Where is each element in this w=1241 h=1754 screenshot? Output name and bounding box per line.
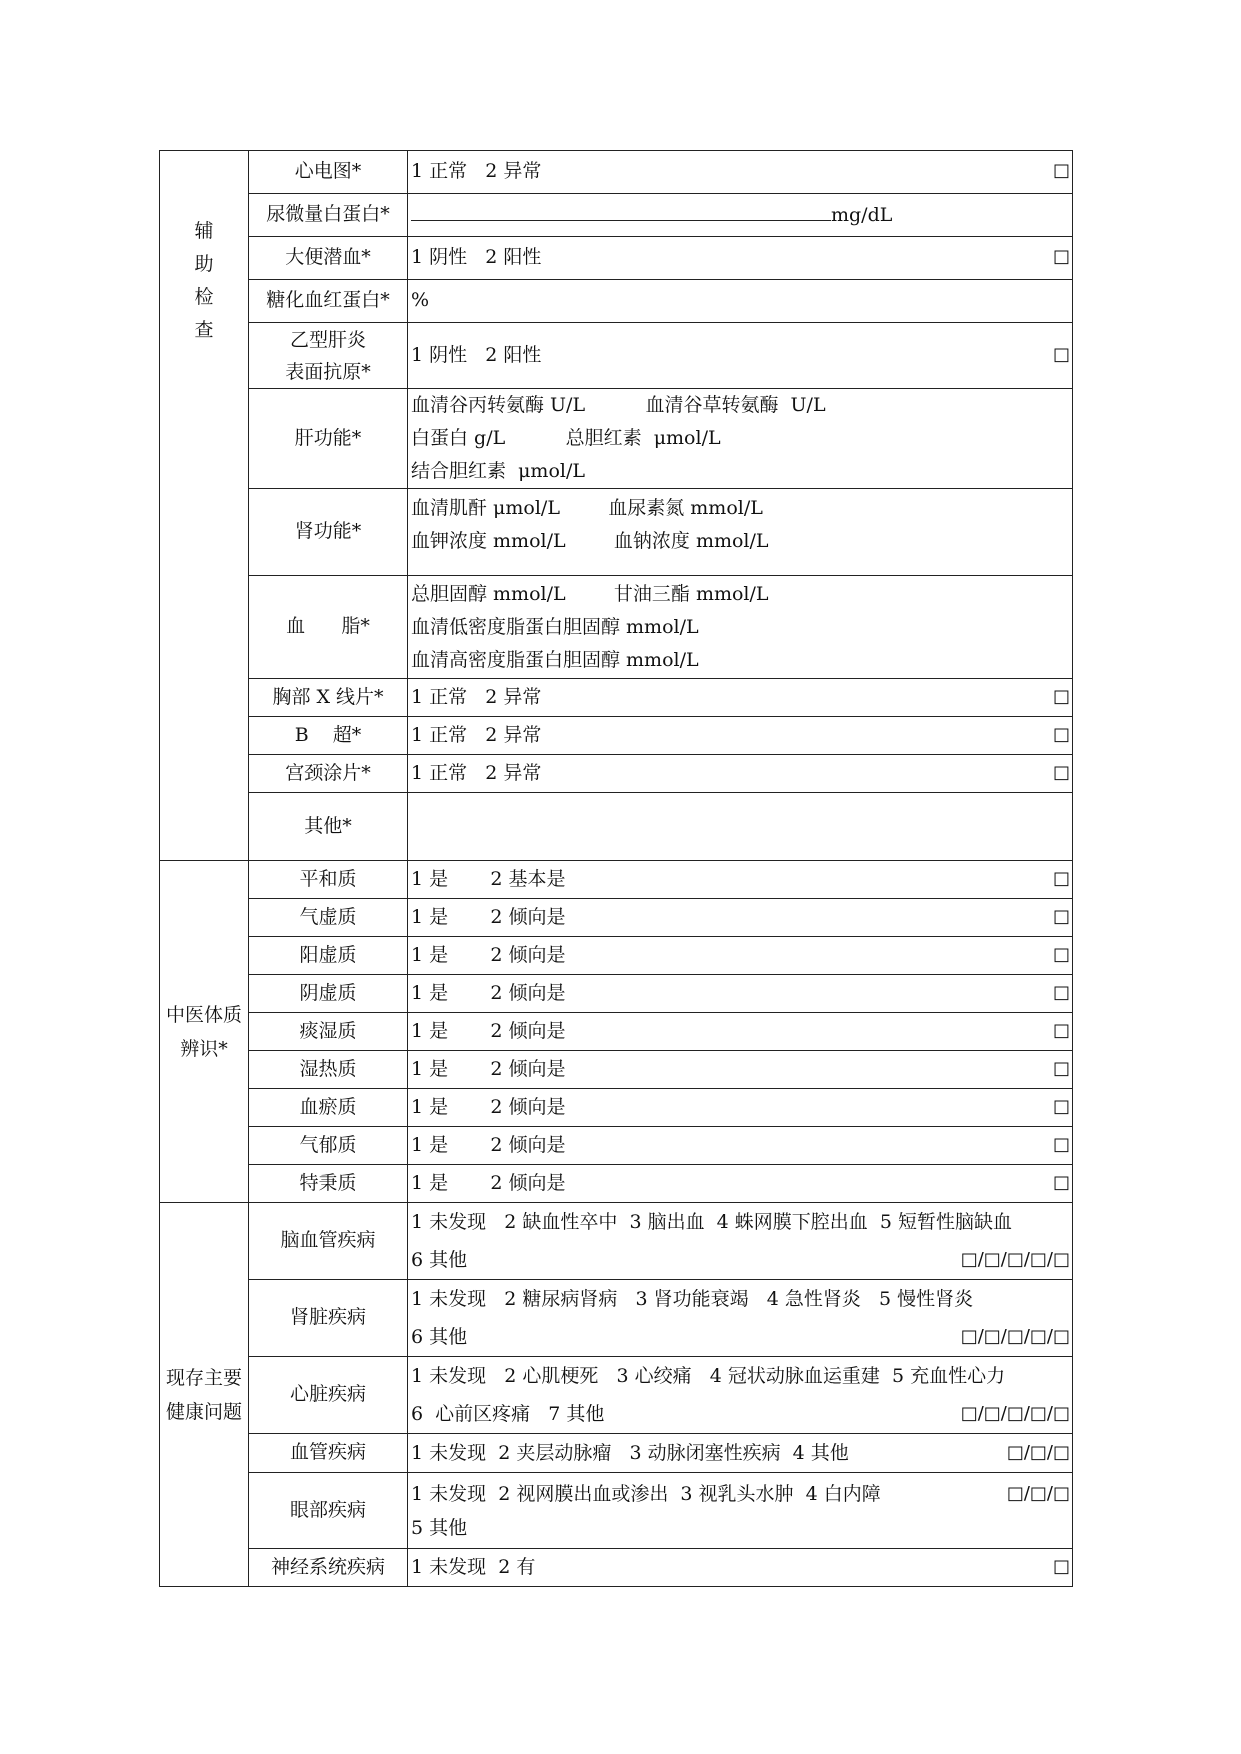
row-cervical-smear xyxy=(160,755,1073,793)
options-tcm: 1 是 2 倾向是 xyxy=(411,981,566,1004)
label-vascular: 血管疾病 xyxy=(249,1434,408,1473)
kidney-line: 血清肌酐 μmol/L 血尿素氮 mmol/L xyxy=(411,497,763,519)
checkbox-neuro[interactable]: □ xyxy=(1052,1555,1070,1577)
options-eye-2: 5 其他 xyxy=(411,1516,468,1539)
checkbox-tcm[interactable]: □ xyxy=(1052,867,1070,889)
options-chest-xray: 1 正常 2 异常 xyxy=(411,685,542,708)
row-tcm xyxy=(160,1013,1073,1051)
label-hba1c: 糖化血红蛋白* xyxy=(249,280,408,323)
options-renal: 1 未发现 2 糖尿病肾病 3 肾功能衰竭 4 急性肾炎 5 慢性肾炎 xyxy=(411,1288,974,1310)
label-b-ultrasound-text: B 超* xyxy=(294,723,362,746)
checkbox-group-heart[interactable]: □/□/□/□/□ xyxy=(960,1403,1070,1424)
field-cerebrovascular xyxy=(408,1203,1073,1280)
row-tcm xyxy=(160,975,1073,1013)
row-hbsag xyxy=(160,323,1073,389)
liver-line: 血清谷丙转氨酶 U/L 血清谷草转氨酶 U/L xyxy=(411,394,826,416)
options-stool-blood: 1 阴性 2 阳性 xyxy=(411,246,542,269)
category-char: 助 xyxy=(194,253,214,275)
label-tcm: 阴虚质 xyxy=(249,975,408,1013)
options-cervical-smear: 1 正常 2 异常 xyxy=(411,761,542,784)
options-neuro: 1 未发现 2 有 xyxy=(411,1555,536,1578)
row-chest-xray xyxy=(160,679,1073,717)
checkbox-tcm[interactable]: □ xyxy=(1052,943,1070,965)
options-tcm: 1 是 2 倾向是 xyxy=(411,1057,566,1080)
label-tcm: 气虚质 xyxy=(249,899,408,937)
label-hbsag-line2: 表面抗原* xyxy=(285,360,371,383)
field-b-ultrasound xyxy=(408,717,1073,755)
field-chest-xray xyxy=(408,679,1073,717)
field-tcm xyxy=(408,975,1073,1013)
row-vascular xyxy=(160,1434,1073,1473)
category-health-line1: 现存主要 xyxy=(165,1366,242,1389)
row-kidney-function xyxy=(160,489,1073,576)
category-health-line2: 健康问题 xyxy=(165,1400,242,1423)
field-tcm xyxy=(408,1013,1073,1051)
category-char: 辅 xyxy=(194,220,214,242)
field-blood-lipid xyxy=(408,576,1073,679)
checkbox-tcm[interactable]: □ xyxy=(1052,1095,1070,1117)
field-cervical-smear xyxy=(408,755,1073,793)
field-ecg xyxy=(408,151,1073,194)
options-cerebrovascular-2: 6 其他 xyxy=(411,1249,468,1271)
row-tcm xyxy=(160,1165,1073,1203)
checkbox-group-vascular[interactable]: □/□/□ xyxy=(1006,1442,1070,1463)
category-tcm xyxy=(160,861,249,1203)
checkbox-cervical-smear[interactable]: □ xyxy=(1052,761,1070,783)
options-tcm: 1 是 2 倾向是 xyxy=(411,905,566,928)
options-renal-2: 6 其他 xyxy=(411,1326,468,1348)
options-tcm: 1 是 2 倾向是 xyxy=(411,943,566,966)
checkbox-tcm[interactable]: □ xyxy=(1052,905,1070,927)
checkbox-stool-blood[interactable]: □ xyxy=(1052,246,1070,268)
row-urine-albumin xyxy=(160,194,1073,237)
field-eye xyxy=(408,1473,1073,1549)
options-tcm: 1 是 2 倾向是 xyxy=(411,1095,566,1118)
options-heart-2: 6 心前区疼痛 7 其他 xyxy=(411,1403,605,1425)
row-tcm xyxy=(160,1051,1073,1089)
label-neuro: 神经系统疾病 xyxy=(249,1549,408,1587)
label-tcm: 特秉质 xyxy=(249,1165,408,1203)
label-tcm: 平和质 xyxy=(249,861,408,899)
category-char: 检 xyxy=(194,286,214,308)
field-tcm xyxy=(408,1051,1073,1089)
liver-line: 结合胆红素 μmol/L xyxy=(411,460,585,482)
label-cerebrovascular: 脑血管疾病 xyxy=(249,1203,408,1280)
category-tcm-line1: 中医体质 xyxy=(165,1003,242,1026)
unit-urine-albumin: mg/dL xyxy=(831,204,893,227)
checkbox-hbsag[interactable]: □ xyxy=(1052,343,1070,365)
field-heart xyxy=(408,1357,1073,1434)
field-tcm xyxy=(408,1165,1073,1203)
label-hbsag xyxy=(249,323,408,389)
health-exam-form xyxy=(159,150,1073,1587)
lipid-line: 血清高密度脂蛋白胆固醇 mmol/L xyxy=(411,648,699,671)
label-eye: 眼部疾病 xyxy=(249,1473,408,1549)
checkbox-tcm[interactable]: □ xyxy=(1052,981,1070,1003)
label-heart: 心脏疾病 xyxy=(249,1357,408,1434)
category-tcm-line2: 辨识* xyxy=(180,1037,228,1060)
lipid-line: 血清低密度脂蛋白胆固醇 mmol/L xyxy=(411,615,699,638)
field-hbsag xyxy=(408,323,1073,389)
checkbox-tcm[interactable]: □ xyxy=(1052,1171,1070,1193)
options-tcm: 1 是 2 基本是 xyxy=(411,867,566,890)
row-ecg xyxy=(160,151,1073,194)
options-vascular: 1 未发现 2 夹层动脉瘤 3 动脉闭塞性疾病 4 其他 xyxy=(411,1442,849,1464)
lipid-line: 总胆固醇 mmol/L 甘油三酯 mmol/L xyxy=(411,582,769,605)
row-stool-blood xyxy=(160,237,1073,280)
row-cerebrovascular xyxy=(160,1203,1073,1280)
field-tcm xyxy=(408,861,1073,899)
field-other-exam[interactable] xyxy=(408,793,1073,861)
field-tcm xyxy=(408,1089,1073,1127)
checkbox-ecg[interactable]: □ xyxy=(1052,160,1070,182)
options-hbsag: 1 阴性 2 阳性 xyxy=(411,343,542,366)
row-tcm xyxy=(160,1089,1073,1127)
row-blood-lipid xyxy=(160,576,1073,679)
label-ecg: 心电图* xyxy=(249,151,408,194)
checkbox-b-ultrasound[interactable]: □ xyxy=(1052,723,1070,745)
field-tcm xyxy=(408,1127,1073,1165)
row-b-ultrasound xyxy=(160,717,1073,755)
options-ecg: 1 正常 2 异常 xyxy=(411,160,542,183)
row-renal xyxy=(160,1280,1073,1357)
field-tcm xyxy=(408,937,1073,975)
label-stool-blood: 大便潜血* xyxy=(249,237,408,280)
unit-hba1c: % xyxy=(411,289,430,312)
label-tcm: 阳虚质 xyxy=(249,937,408,975)
options-tcm: 1 是 2 倾向是 xyxy=(411,1019,566,1042)
options-tcm: 1 是 2 倾向是 xyxy=(411,1171,566,1194)
checkbox-tcm[interactable]: □ xyxy=(1052,1019,1070,1041)
field-kidney-function xyxy=(408,489,1073,576)
options-b-ultrasound: 1 正常 2 异常 xyxy=(411,723,542,746)
kidney-line: 血钾浓度 mmol/L 血钠浓度 mmol/L xyxy=(411,530,769,552)
checkbox-group-cerebrovascular[interactable]: □/□/□/□/□ xyxy=(960,1249,1070,1270)
row-tcm xyxy=(160,937,1073,975)
label-cervical-smear: 宫颈涂片* xyxy=(249,755,408,793)
label-b-ultrasound xyxy=(249,717,408,755)
options-eye: 1 未发现 2 视网膜出血或渗出 3 视乳头水肿 4 白内障 xyxy=(411,1482,881,1505)
row-hba1c xyxy=(160,280,1073,323)
checkbox-tcm[interactable]: □ xyxy=(1052,1057,1070,1079)
checkbox-tcm[interactable]: □ xyxy=(1052,1133,1070,1155)
row-tcm xyxy=(160,1127,1073,1165)
label-hbsag-line1: 乙型肝炎 xyxy=(289,328,366,351)
row-other-exam xyxy=(160,793,1073,861)
category-aux-exam xyxy=(160,151,249,861)
liver-line: 白蛋白 g/L 总胆红素 μmol/L xyxy=(411,427,721,449)
label-chest-xray: 胸部 X 线片* xyxy=(249,679,408,717)
label-urine-albumin: 尿微量白蛋白* xyxy=(249,194,408,237)
checkbox-group-eye[interactable]: □/□/□ xyxy=(1006,1482,1070,1504)
field-urine-albumin xyxy=(408,194,1073,237)
options-tcm: 1 是 2 倾向是 xyxy=(411,1133,566,1156)
checkbox-group-renal[interactable]: □/□/□/□/□ xyxy=(960,1326,1070,1347)
row-liver-function xyxy=(160,389,1073,489)
row-eye xyxy=(160,1473,1073,1549)
label-blood-lipid-text: 血 脂* xyxy=(286,615,370,638)
input-urine-albumin[interactable] xyxy=(411,202,831,221)
row-tcm xyxy=(160,861,1073,899)
label-blood-lipid xyxy=(249,576,408,679)
field-hba1c[interactable] xyxy=(408,280,1073,323)
row-heart xyxy=(160,1357,1073,1434)
field-stool-blood xyxy=(408,237,1073,280)
options-heart: 1 未发现 2 心肌梗死 3 心绞痛 4 冠状动脉血运重建 5 充血性心力 xyxy=(411,1365,1006,1387)
label-other-exam: 其他* xyxy=(249,793,408,861)
label-kidney-function: 肾功能* xyxy=(249,489,408,576)
checkbox-chest-xray[interactable]: □ xyxy=(1052,685,1070,707)
field-liver-function xyxy=(408,389,1073,489)
label-tcm: 湿热质 xyxy=(249,1051,408,1089)
label-tcm: 痰湿质 xyxy=(249,1013,408,1051)
field-neuro xyxy=(408,1549,1073,1587)
row-neuro xyxy=(160,1549,1073,1587)
field-renal xyxy=(408,1280,1073,1357)
label-liver-function: 肝功能* xyxy=(249,389,408,489)
category-health-problems xyxy=(160,1203,249,1587)
label-renal: 肾脏疾病 xyxy=(249,1280,408,1357)
field-tcm xyxy=(408,899,1073,937)
field-vascular xyxy=(408,1434,1073,1473)
label-tcm: 血瘀质 xyxy=(249,1089,408,1127)
row-tcm xyxy=(160,899,1073,937)
options-cerebrovascular: 1 未发现 2 缺血性卒中 3 脑出血 4 蛛网膜下腔出血 5 短暂性脑缺血 xyxy=(411,1211,1012,1233)
category-char: 查 xyxy=(194,319,214,341)
label-tcm: 气郁质 xyxy=(249,1127,408,1165)
